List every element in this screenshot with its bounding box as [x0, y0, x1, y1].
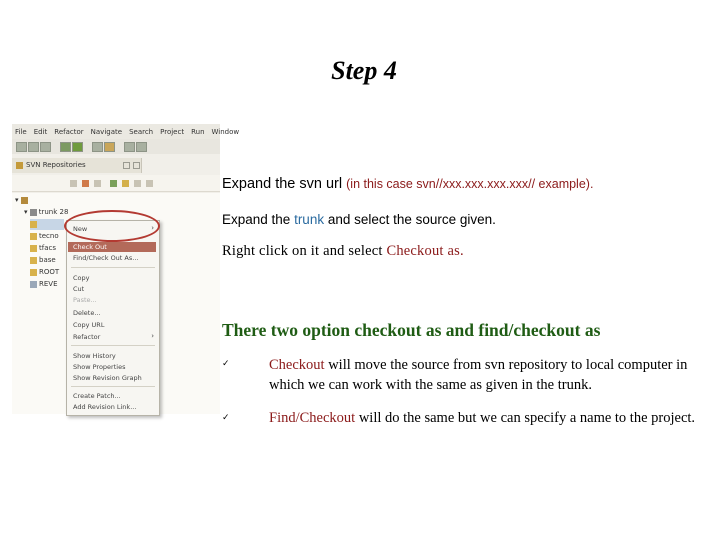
instruction-expand-url: Expand the svn url (in this case svn//xxx.xxx.xxx.xxx// example).	[222, 176, 594, 192]
view-menu-icon[interactable]	[134, 180, 141, 187]
menu-refactor[interactable]: Refactor	[54, 127, 84, 136]
folder-icon	[30, 209, 37, 216]
menu-item-add-revision-link[interactable]: Add Revision Link...	[73, 403, 137, 411]
new-repository-icon[interactable]	[82, 180, 89, 187]
instruction-expand-trunk: Expand the trunk and select the source given.	[222, 212, 496, 227]
menu-item-show-history[interactable]: Show History	[73, 352, 116, 360]
tree-row[interactable]: ▾ trunk 28	[24, 208, 69, 216]
tree-row[interactable]: ROOT	[30, 267, 59, 278]
view-toolbar	[12, 175, 220, 192]
find-checkout-keyword: Find/Checkout	[269, 410, 356, 426]
url-example: (in this case svn//xxx.xxx.xxx.xxx// example).	[346, 177, 594, 191]
menu-item-new[interactable]: New	[73, 225, 88, 233]
tree-row[interactable]: base	[30, 255, 56, 266]
instruction-right-click: Right click on it and select Checkout as.	[222, 243, 464, 259]
search-icon[interactable]	[104, 142, 115, 152]
menu-item-check-out[interactable]: Check Out	[68, 242, 156, 252]
checkout-keyword: Checkout	[269, 357, 325, 373]
menu-item-copy-url[interactable]: Copy URL	[73, 321, 105, 329]
menu-item-show-revision-graph[interactable]: Show Revision Graph	[73, 374, 142, 382]
submenu-arrow-icon: ›	[151, 332, 154, 340]
folder-icon	[30, 257, 37, 264]
folder-icon	[30, 269, 37, 276]
toolbar	[12, 139, 220, 154]
filter-icon[interactable]	[94, 180, 101, 187]
submenu-arrow-icon: ›	[151, 224, 154, 232]
maximize-icon[interactable]	[133, 162, 140, 169]
menu-item-copy[interactable]: Copy	[73, 274, 90, 282]
menu-window[interactable]: Window	[211, 127, 240, 136]
folder-icon	[30, 245, 37, 252]
menu-separator	[71, 345, 155, 346]
run-icon[interactable]	[72, 142, 83, 152]
menu-item-delete[interactable]: Delete...	[73, 309, 101, 317]
menu-search[interactable]: Search	[129, 127, 154, 136]
menu-separator	[71, 267, 155, 268]
menu-run[interactable]: Run	[191, 127, 205, 136]
menu-file[interactable]: File	[15, 127, 27, 136]
check-bullet-icon: ✓	[222, 358, 230, 368]
tree-row[interactable]: tecno	[30, 231, 59, 242]
options-heading: There two option checkout as and find/checkout as	[222, 320, 601, 340]
folder-icon	[30, 221, 37, 228]
open-type-icon[interactable]	[92, 142, 103, 152]
print-icon[interactable]	[40, 142, 51, 152]
menu-item-paste: Paste...	[73, 296, 97, 304]
menu-separator	[71, 386, 155, 387]
context-menu	[66, 220, 160, 416]
menu-item-refactor[interactable]: Refactor	[73, 333, 101, 341]
revision-icon	[30, 281, 37, 288]
menu-item-find-check-out-as[interactable]: Find/Check Out As...	[73, 254, 139, 262]
tree-row[interactable]: tfacs	[30, 243, 56, 254]
tree-row[interactable]: REVE	[30, 279, 58, 290]
check-bullet-icon: ✓	[222, 412, 230, 422]
menu-project[interactable]: Project	[160, 127, 185, 136]
trunk-keyword: trunk	[294, 212, 325, 227]
pin-icon[interactable]	[146, 180, 153, 187]
folder-icon	[30, 233, 37, 240]
checkout-as-keyword: Checkout as.	[386, 243, 464, 259]
eclipse-screenshot	[12, 124, 240, 414]
option-checkout: Checkout will move the source from svn repository to local computer in which we can work with the same as given in the trunk.	[269, 357, 688, 393]
minimize-icon[interactable]	[123, 162, 130, 169]
back-icon[interactable]	[124, 142, 135, 152]
tree-row-selected[interactable]	[30, 219, 64, 230]
option-find-checkout: Find/Checkout will do the same but we can specify a name to the project.	[269, 410, 696, 426]
new-icon[interactable]	[16, 142, 27, 152]
menu-item-cut[interactable]: Cut	[73, 285, 85, 293]
annotation-ring	[64, 210, 160, 242]
tab-svn-repositories[interactable]: SVN Repositories	[12, 158, 142, 173]
tree-row[interactable]: ▾	[15, 195, 30, 206]
collapse-icon[interactable]	[70, 180, 77, 187]
save-icon[interactable]	[28, 142, 39, 152]
repository-icon	[21, 197, 28, 204]
menu-item-show-properties[interactable]: Show Properties	[73, 363, 126, 371]
debug-icon[interactable]	[60, 142, 71, 152]
link-icon[interactable]	[122, 180, 129, 187]
menu-edit[interactable]: Edit	[33, 127, 48, 136]
svn-repository-icon	[16, 162, 23, 169]
menu-item-create-patch[interactable]: Create Patch...	[73, 392, 121, 400]
slide-title: Step 4	[331, 56, 397, 85]
menu-navigate[interactable]: Navigate	[90, 127, 123, 136]
menu-bar	[12, 124, 240, 139]
forward-icon[interactable]	[136, 142, 147, 152]
refresh-icon[interactable]	[110, 180, 117, 187]
